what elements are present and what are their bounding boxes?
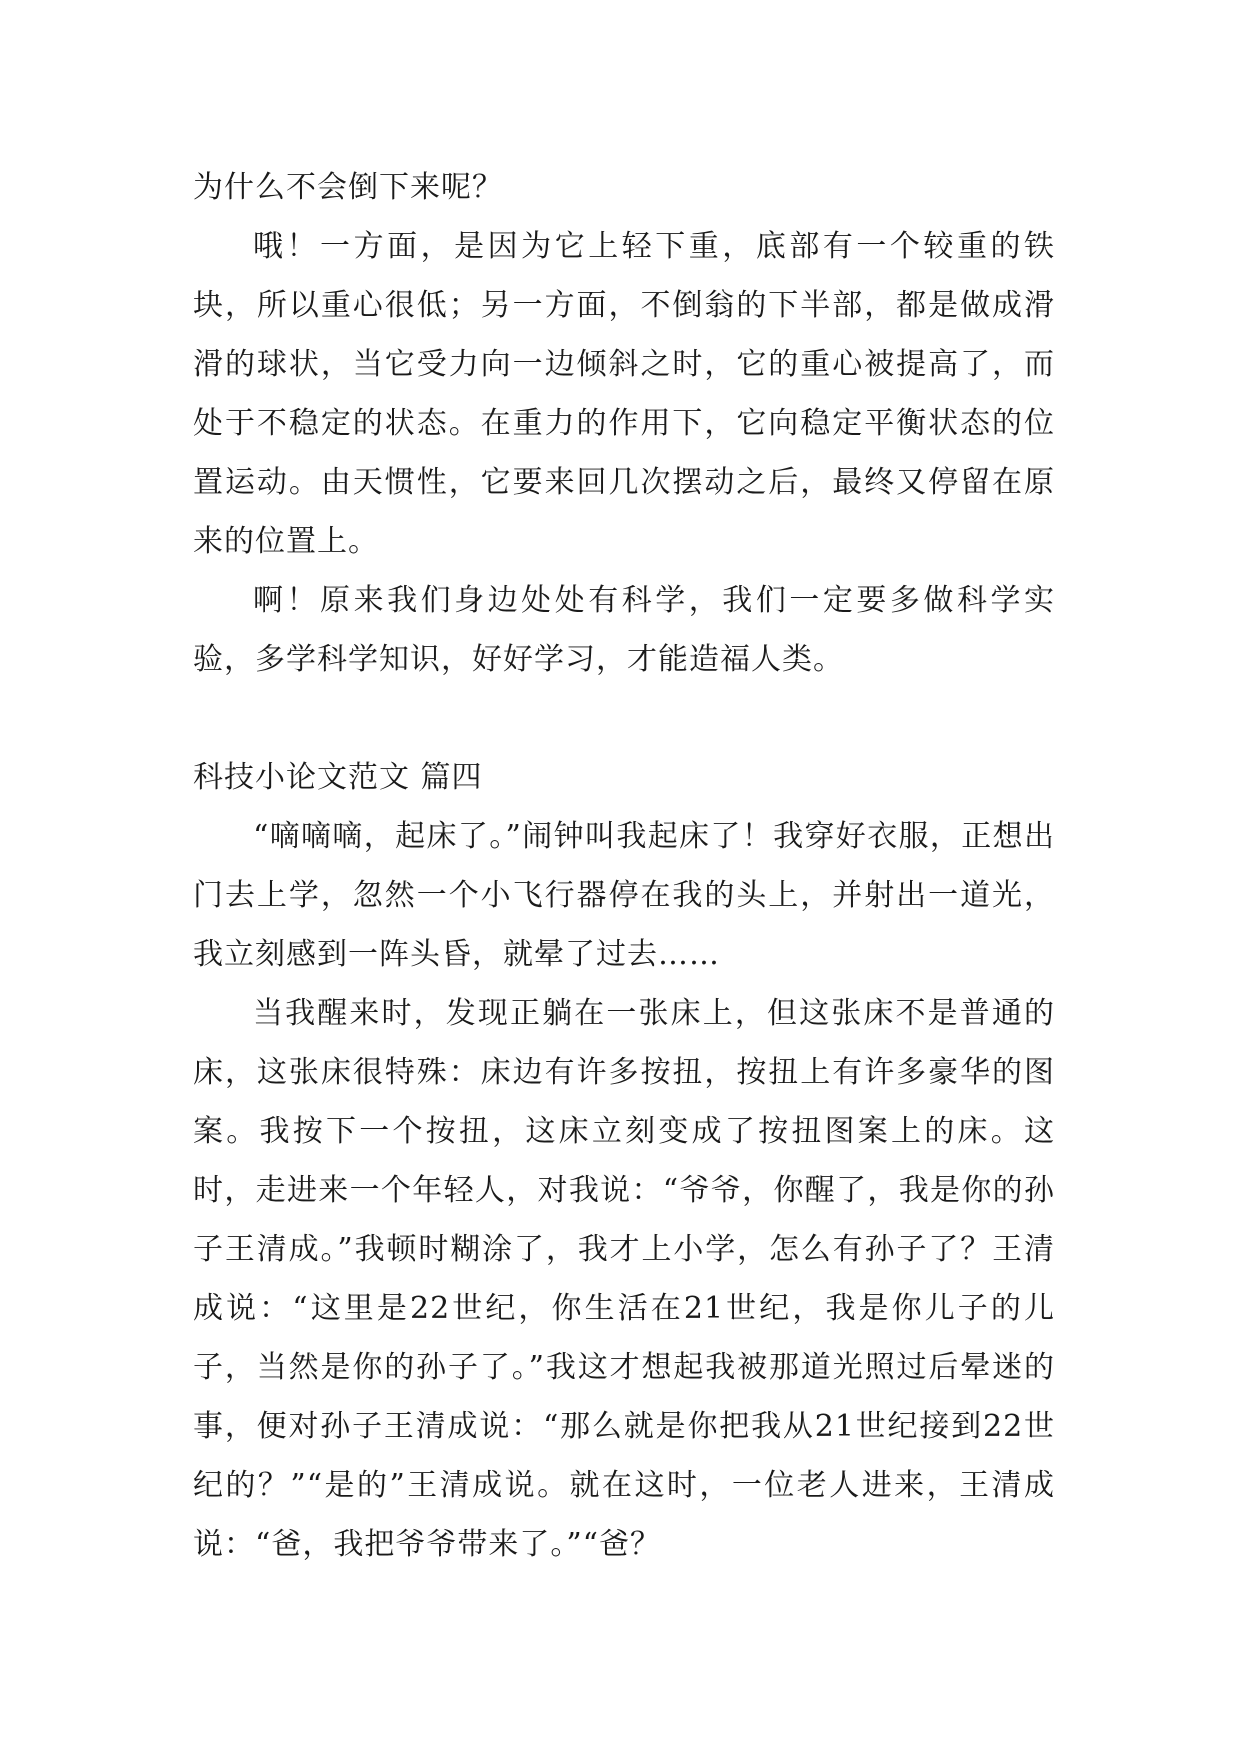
paragraph-future: 当我醒来时，发现正躺在一张床上，但这张床不是普通的床，这张床很特殊：床边有许多按扭，按扭上有许多豪华的图案。我按下一个按扭，这床立刻变成了按扭图案上的床。这时，走进来一个年轻人，对我说：“爷爷，你醒了，我是你的孙子王清成。”我顿时糊涂了，我才上小学，怎么有孙子了？王清成说：“这里是22世纪，你生活在21世纪，我是你儿子的儿子，当然是你的孙子了。”我这才想起我被那道光照过后晕迷的事，便对孙子王清成说：“那么就是你把我从21世纪接到22世纪的？”“是的”王清成说。就在这时，一位老人进来，王清成说：“爸，我把爷爷带来了。”“爸？ xyxy=(193,996,1055,1562)
paragraph-question: 为什么不会倒下来呢？ xyxy=(193,170,503,205)
paragraph-conclusion: 啊！原来我们身边处处有科学，我们一定要多做科学实验，多学科学知识，好好学习，才能造福人类。 xyxy=(193,583,1055,677)
paragraph-explanation: 哦！一方面，是因为它上轻下重，底部有一个较重的铁块，所以重心很低；另一方面，不倒翁的下半部，都是做成滑滑的球状，当它受力向一边倾斜之时，它的重心被提高了，而处于不稳定的状态。在重力的作用下，它向稳定平衡状态的位置运动。由天惯性，它要来回几次摆动之后，最终又停留在原来的位置上。 xyxy=(193,229,1055,559)
section-heading: 科技小论文范文 篇四 xyxy=(193,760,483,795)
document-body xyxy=(193,158,1055,1574)
section-gap xyxy=(193,689,1055,748)
paragraph-alarm: “嘀嘀嘀，起床了。”闹钟叫我起床了！我穿好衣服，正想出门去上学，忽然一个小飞行器停在我的头上，并射出一道光，我立刻感到一阵头昏，就晕了过去…… xyxy=(193,819,1055,972)
